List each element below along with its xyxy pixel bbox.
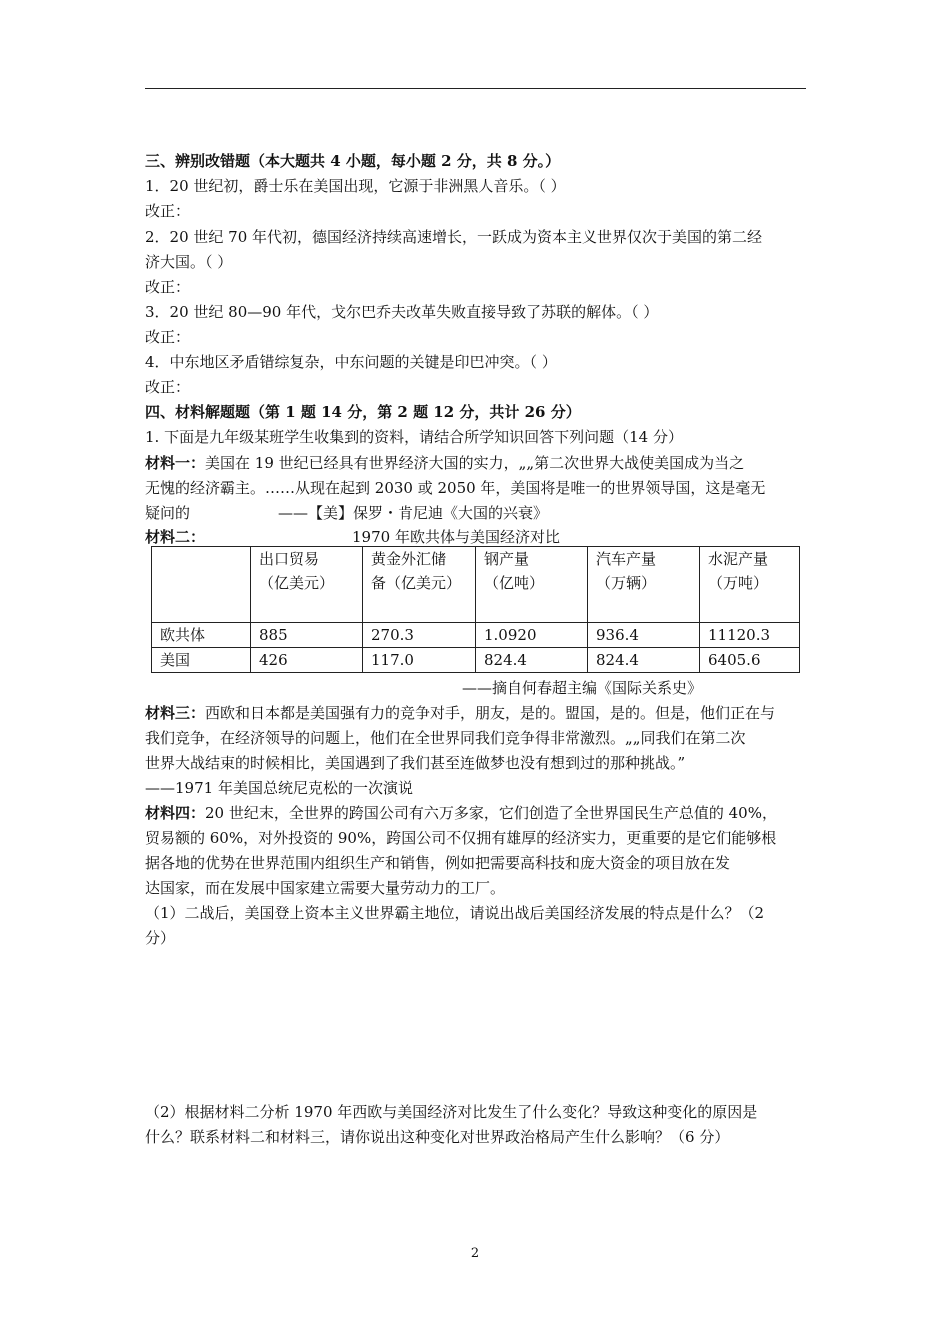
material-1-line2: 无愧的经济霸主。……从现在起到 2030 或 2050 年，美国将是唯一的世界领导国，这是毫无 xyxy=(145,479,766,497)
material-1-line3: 疑问的 xyxy=(145,504,191,522)
material-1-label: 材料一： xyxy=(145,454,206,472)
table-row xyxy=(152,623,800,648)
table-cell: 117.0 xyxy=(363,648,476,673)
section4-heading: 四、材料解题题（第 1 题 14 分，第 2 题 12 分，共计 26 分） xyxy=(145,403,581,421)
material-2-label: 材料二： xyxy=(145,528,206,546)
table-cell: 11120.3 xyxy=(700,623,800,648)
table-cell: 824.4 xyxy=(588,648,700,673)
correction-3: 改正： xyxy=(145,328,191,346)
table-header-cell: 水泥产量 （万吨） xyxy=(700,547,800,623)
material-4-line3: 据各地的优势在世界范围内组织生产和销售，例如把需要高科技和庞大资金的项目放在发 xyxy=(145,854,731,872)
table-cell: 824.4 xyxy=(476,648,588,673)
material-3-line3: 世界大战结束的时候相比，美国遇到了我们甚至连做梦也没有想到过的那种挑战。” xyxy=(145,754,686,772)
correction-2: 改正： xyxy=(145,278,191,296)
material-1-line1: 材料一：美国在 19 世纪已经具有世界经济大国的实力，„„第二次世界大战使美国成为当之 xyxy=(145,454,745,472)
table-cell: 426 xyxy=(251,648,363,673)
question-2-line1: 2．20 世纪 70 年代初，德国经济持续高速增长，一跃成为资本主义世界仅次于美国的第二经 xyxy=(145,228,763,246)
table-cell: 美国 xyxy=(152,648,251,673)
table-header-cell: 钢产量 （亿吨） xyxy=(476,547,588,623)
material-2-source: ——摘自何春超主编《国际关系史》 xyxy=(462,679,703,697)
table-header-cell: 出口贸易 （亿美元） xyxy=(251,547,363,623)
question-2-line2: 济大国。（ ） xyxy=(145,253,233,271)
material-2-table-title: 1970 年欧共体与美国经济对比 xyxy=(352,528,560,546)
question-3: 3．20 世纪 80—90 年代，戈尔巴乔夫改革失败直接导致了苏联的解体。（ ） xyxy=(145,303,659,321)
table-cell: 270.3 xyxy=(363,623,476,648)
material-3-source: ——1971 年美国总统尼克松的一次演说 xyxy=(145,779,413,797)
table-header-cell xyxy=(152,547,251,623)
subquestion-2-line1: （2）根据材料二分析 1970 年西欧与美国经济对比发生了什么变化？导致这种变化的原因是 xyxy=(145,1103,758,1121)
material-4-line2: 贸易额的 60%，对外投资的 90%，跨国公司不仅拥有雄厚的经济实力，更重要的是它们能够根 xyxy=(145,829,777,847)
subquestion-1-line2: 分） xyxy=(145,929,176,947)
table-cell: 6405.6 xyxy=(700,648,800,673)
table-cell: 936.4 xyxy=(588,623,700,648)
correction-4: 改正： xyxy=(145,378,191,396)
material-1-source: ——【美】保罗・肯尼迪《大国的兴衰》 xyxy=(278,504,549,522)
table-row xyxy=(152,648,800,673)
table-header-row xyxy=(152,547,800,623)
table-cell: 1.0920 xyxy=(476,623,588,648)
subquestion-2-line2: 什么？联系材料二和材料三，请你说出这种变化对世界政治格局产生什么影响？（6 分） xyxy=(145,1128,730,1146)
correction-1: 改正： xyxy=(145,202,191,220)
section3-heading: 三、辨别改错题（本大题共 4 小题，每小题 2 分，共 8 分。） xyxy=(145,152,561,170)
material-4-line4: 达国家，而在发展中国家建立需要大量劳动力的工厂。 xyxy=(145,879,506,897)
material-4-line1: 材料四：20 世纪末，全世界的跨国公司有六万多家，它们创造了全世界国民生产总值的 40%， xyxy=(145,804,777,822)
header-rule xyxy=(145,88,806,89)
table-header-cell: 汽车产量 （万辆） xyxy=(588,547,700,623)
material-3-line1: 材料三：西欧和日本都是美国强有力的竞争对手，朋友，是的。盟国，是的。但是，他们正在与 xyxy=(145,704,776,722)
question-1: 1．20 世纪初，爵士乐在美国出现，它源于非洲黑人音乐。（ ） xyxy=(145,177,566,195)
table-cell: 欧共体 xyxy=(152,623,251,648)
section4-intro: 1. 下面是九年级某班学生收集到的资料，请结合所学知识回答下列问题（14 分） xyxy=(145,428,683,446)
table-header-cell: 黄金外汇储 备（亿美元） xyxy=(363,547,476,623)
material-3-label: 材料三： xyxy=(145,704,206,722)
economy-comparison-table xyxy=(151,546,800,673)
material-3-line2: 我们竞争，在经济领导的问题上，他们在全世界同我们竞争得非常激烈。„„同我们在第二次 xyxy=(145,729,746,747)
page-number: 2 xyxy=(470,1246,480,1261)
subquestion-1-line1: （1）二战后，美国登上资本主义世界霸主地位，请说出战后美国经济发展的特点是什么？（2 xyxy=(145,904,765,922)
table-cell: 885 xyxy=(251,623,363,648)
material-4-label: 材料四： xyxy=(145,804,206,822)
question-4: 4．中东地区矛盾错综复杂，中东问题的关键是印巴冲突。（ ） xyxy=(145,353,557,371)
